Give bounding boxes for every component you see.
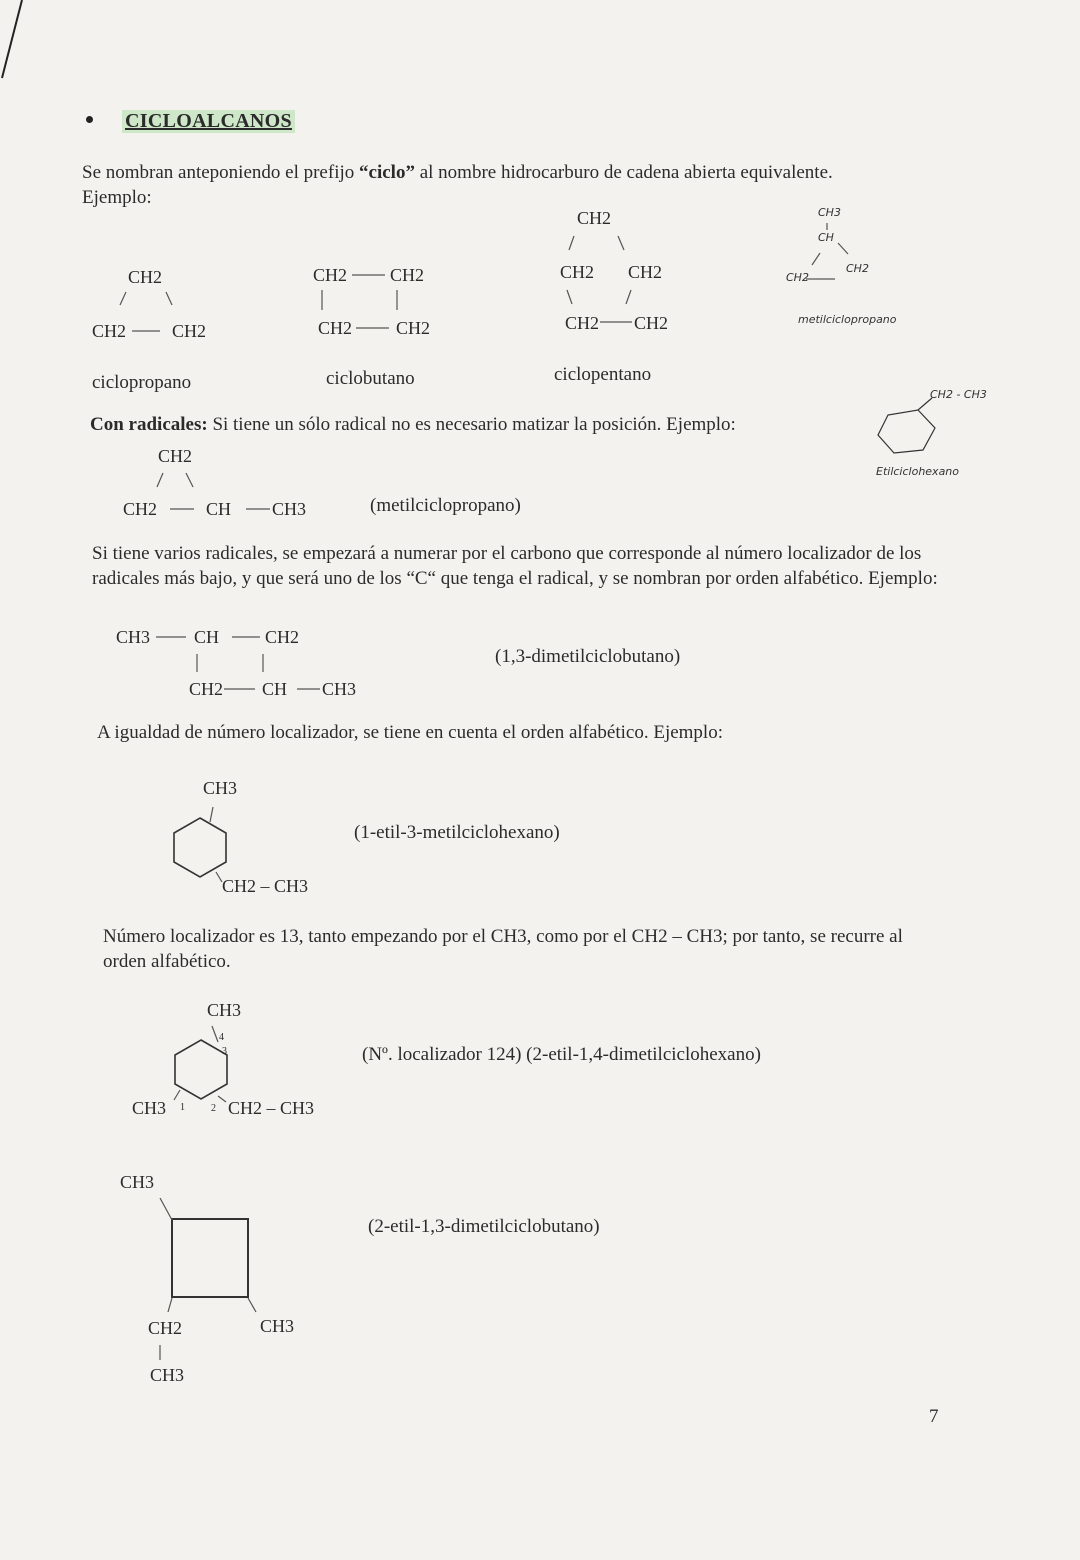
hex2-n2: 2 xyxy=(211,1103,216,1114)
intro-text: Se nombran anteponiendo el prefijo xyxy=(82,162,360,183)
hex2-n1: 1 xyxy=(180,1102,185,1113)
ciclopentano-br: CH2 xyxy=(634,313,669,333)
page-number: 7 xyxy=(929,1406,939,1427)
ciclopentano-ml: CH2 xyxy=(560,262,595,282)
igualdad-name: (1-etil-3-metilciclohexano) xyxy=(354,822,560,843)
square-bottom-right: CH3 xyxy=(260,1316,295,1336)
hand-ch: CH xyxy=(818,231,834,244)
varios-r2-a: CH2 xyxy=(189,679,224,699)
ciclobutano-name: ciclobutano xyxy=(326,368,415,389)
hex1-top: CH3 xyxy=(203,778,238,798)
ciclobutano-tr: CH2 xyxy=(390,265,425,285)
radicales-top: CH2 xyxy=(158,446,193,466)
varios-name: (1,3-dimetilciclobutano) xyxy=(495,646,681,667)
hand-ch2-left: CH2 xyxy=(786,271,809,284)
ciclopentano-bl: CH2 xyxy=(565,313,600,333)
varios-r1-c: CH2 xyxy=(265,627,300,647)
radicales-line xyxy=(90,414,736,436)
varios-r1-b: CH xyxy=(194,627,220,647)
varios-r1-a: CH3 xyxy=(116,627,151,647)
radicales-name: (metilciclopropano) xyxy=(370,495,521,516)
hexano2-name: (Nº. localizador 124) (2-etil-1,4-dimetilciclohexano) xyxy=(362,1044,761,1065)
hex2-n3: 3 xyxy=(222,1046,227,1057)
hand-ch2-right: CH2 xyxy=(846,262,869,275)
radicales-left: CH2 xyxy=(123,499,158,519)
intro-text-after: al nombre hidrocarburo de cadena abierta equivalente. xyxy=(414,162,833,183)
ciclopropano-left: CH2 xyxy=(92,321,127,341)
hand-etil-name: Etilciclohexano xyxy=(876,465,960,478)
section-title: CICLOALCANOS xyxy=(122,110,295,133)
ciclobutano-bl: CH2 xyxy=(318,318,353,338)
radicales-bold: Con radicales: xyxy=(90,414,208,435)
radicales-mid: CH xyxy=(206,499,232,519)
ciclopentano-name: ciclopentano xyxy=(554,364,652,385)
example-label: Ejemplo: xyxy=(82,187,152,208)
ciclopropano-right: CH2 xyxy=(172,321,207,341)
hand-etil-radical: CH2 - CH3 xyxy=(930,388,987,401)
ciclobutano-tl: CH2 xyxy=(313,265,348,285)
hex2-left: CH3 xyxy=(132,1098,167,1118)
square-bottom-left: CH2 xyxy=(148,1318,183,1338)
hex2-n4: 4 xyxy=(219,1032,224,1043)
varios-paragraph: Si tiene varios radicales, se empezará a numerar por el carbono que corresponde al número localizador de los radicales más bajo, y que será uno de los “C“ que tenga el radical, y se nombran por orden alfabético. Ejemplo: xyxy=(92,543,938,589)
hex1-bottom: CH2 – CH3 xyxy=(222,876,309,896)
ciclopentano-top: CH2 xyxy=(577,208,612,228)
hex2-right: CH2 – CH3 xyxy=(228,1098,315,1118)
ciclopentano-mr: CH2 xyxy=(628,262,663,282)
butano2-name: (2-etil-1,3-dimetilciclobutano) xyxy=(368,1216,600,1237)
square-below: CH3 xyxy=(150,1365,185,1385)
hand-ch3: CH3 xyxy=(818,206,841,219)
ciclobutano-br: CH2 xyxy=(396,318,431,338)
square-top: CH3 xyxy=(120,1172,155,1192)
ciclopropano-name: ciclopropano xyxy=(92,372,192,393)
numero-paragraph: Número localizador es 13, tanto empezando por el CH3, como por el CH2 – CH3; por tanto, se recurre al orden alfabético. xyxy=(103,926,903,972)
ciclopropano-top: CH2 xyxy=(128,267,163,287)
radicales-right: CH3 xyxy=(272,499,307,519)
varios-r2-c: CH3 xyxy=(322,679,357,699)
intro-bold: “ciclo” xyxy=(359,162,415,183)
radicales-text: Si tiene un sólo radical no es necesario matizar la posición. Ejemplo: xyxy=(207,414,736,435)
varios-r2-b: CH xyxy=(262,679,288,699)
hex2-top: CH3 xyxy=(207,1000,242,1020)
igualdad-text: A igualdad de número localizador, se tiene en cuenta el orden alfabético. Ejemplo: xyxy=(97,722,723,743)
hand-metil-name: metilciclopropano xyxy=(798,313,897,326)
